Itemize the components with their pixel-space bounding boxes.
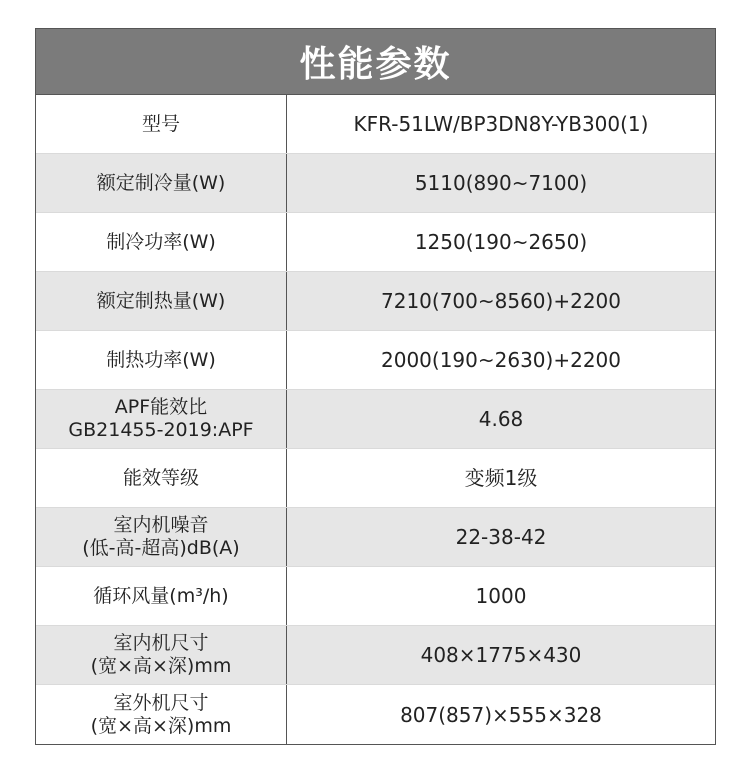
- table-row-rated-heating: [36, 272, 715, 331]
- row-label: 室外机尺寸 (宽×高×深)mm: [36, 685, 287, 744]
- table-row-cooling-power: [36, 213, 715, 272]
- row-label: 制冷功率(W): [36, 213, 287, 271]
- table-row-outdoor-size: [36, 685, 715, 744]
- row-label: 额定制冷量(W): [36, 154, 287, 212]
- table-row-rated-cooling: [36, 154, 715, 213]
- table-row-airflow: [36, 567, 715, 626]
- row-label: 室内机尺寸 (宽×高×深)mm: [36, 626, 287, 684]
- spec-table: [35, 28, 716, 745]
- row-value: 1000: [475, 584, 527, 608]
- row-label: 室内机噪音 (低-高-超高)dB(A): [36, 508, 287, 566]
- table-row-model: [36, 95, 715, 154]
- spec-rows: [36, 95, 715, 744]
- row-label: 额定制热量(W): [36, 272, 287, 330]
- row-value: 22-38-42: [455, 525, 547, 549]
- row-value: 2000(190~2630)+2200: [381, 348, 621, 372]
- row-label: APF能效比 GB21455-2019:APF: [36, 390, 287, 448]
- row-label: 制热功率(W): [36, 331, 287, 389]
- row-value: 4.68: [478, 407, 524, 431]
- row-value: 变频1级: [464, 466, 538, 490]
- row-value: KFR-51LW/BP3DN8Y-YB300(1): [353, 112, 649, 136]
- row-label: 循环风量(m³/h): [36, 567, 287, 625]
- table-row-efficiency-grade: [36, 449, 715, 508]
- table-row-indoor-noise: [36, 508, 715, 567]
- table-row-indoor-size: [36, 626, 715, 685]
- row-value: 5110(890~7100): [414, 171, 588, 195]
- row-value: 7210(700~8560)+2200: [381, 289, 621, 313]
- table-row-heating-power: [36, 331, 715, 390]
- table-title: 性能参数: [36, 29, 715, 95]
- row-label: 型号: [36, 95, 287, 153]
- row-value: 408×1775×430: [420, 643, 582, 667]
- table-row-apf: [36, 390, 715, 449]
- row-value: 807(857)×555×328: [400, 702, 602, 727]
- row-label: 能效等级: [36, 449, 287, 507]
- row-value: 1250(190~2650): [414, 230, 588, 254]
